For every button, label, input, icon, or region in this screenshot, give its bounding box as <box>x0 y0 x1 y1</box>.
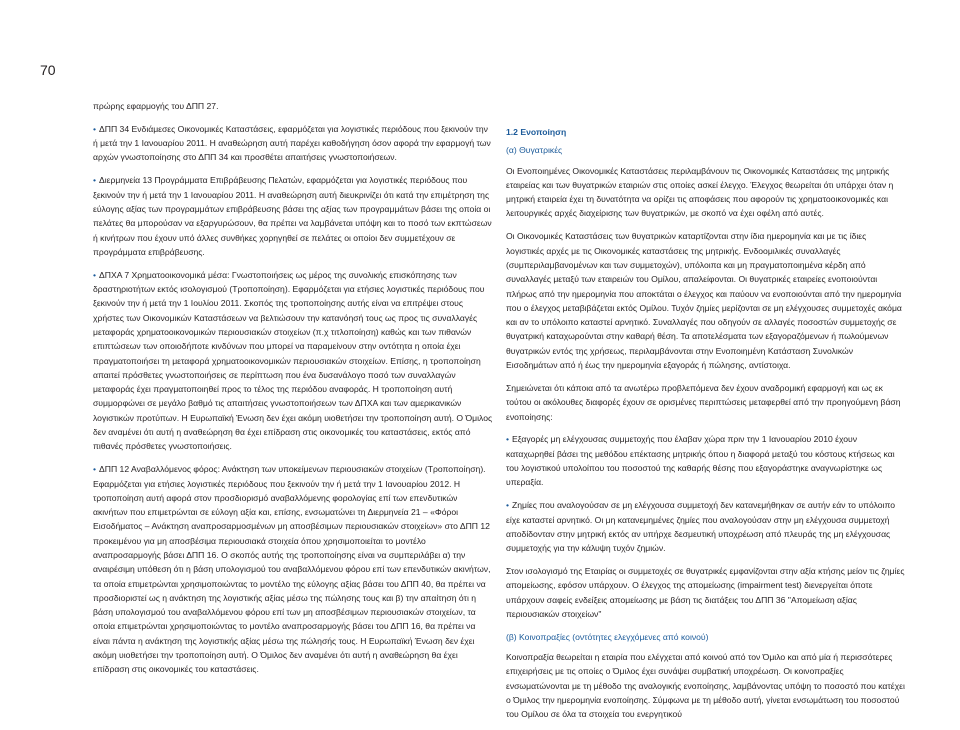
paragraph: Οι Ενοποιημένες Οικονομικές Καταστάσεις περιλαμβάνουν τις Οικονομικές Καταστάσεις της μητρικής εταιρείας και των θυγατρικών εταιριών στις οποίες ασκεί έλεγχο. Έλεγχος θεωρείται ότι υπάρχει όταν η μητρική εταιρεία έχει τη δυνατότητα να ορίζει τις αποφάσεις που αφορούν τις χρηματοοικονομικές και λειτουργικές αρχές διαχείρισης των θυγατρικών, με σκοπό να έχει οφέλη από αυτές. <box>506 165 894 219</box>
list-item-text: Εξαγορές μη ελέγχουσας συμμετοχής που έλαβαν χώρα πριν την 1 Ιανουαρίου 2010 έχουν καταχωρηθεί βάσει της μεθόδου επέκτασης μητρικής όπου η διαφορά μεταξύ του κόστους κτήσεως και του λογιστικού υπολοίπου του ποσοστού της καθαρής θέσης που εξαγοράστηκε αναγνωρίστηκε ως υπεραξία. <box>506 434 895 488</box>
paragraph: Οι Οικονομικές Καταστάσεις των θυγατρικών καταρτίζονται στην ίδια ημερομηνία και με τις ίδιες λογιστικές αρχές με τις Οικονομικές καταστάσεις της μητρικής. Ενδοομιλικές συναλλαγές (συμπεριλαμβανομένων και των συμμετοχών), υπόλοιπα και μη πραγματοποιημένα κέρδη από συναλλαγές μεταξύ των εταιρειών του Ομίλου, απαλείφονται. Οι θυγατρικές εταιρείες ενοποιούνται πλήρως από την ημερομηνία που αποκτάται ο έλεγχος και παύουν να ενοποιούνται από την ημερομηνία που ο έλεγχος μεταβιβάζεται εκτός Ομίλου. Τυχόν ζημίες μερίζονται σε μη ελέγχουσες συμμετοχές ακόμα και αν το υπόλοιπο καταστεί αρνητικό. Συναλλαγές που οδηγούν σε αλλαγές ποσοστών συμμετοχής σε θυγατρική καταχωρούνται στην καθαρή θέση. Τα αποτελέσματα των εξαγοραζόμενων ή πωλούμενων θυγατρικών εντός της χρήσεως, περιλαμβάνονται στην Ενοποιημένη Κατάσταση Συνολικών Εισοδημάτων από ή έως την ημερομηνία εξαγοράς ή πώλησης, αντίστοιχα. <box>506 231 902 371</box>
list-item <box>93 122 493 165</box>
bullet-icon: • <box>93 123 97 134</box>
bullet-icon: • <box>93 175 97 186</box>
section-title: 1.2 Ενοποίηση <box>506 127 567 137</box>
subsection-title: (α) Θυγατρικές <box>506 145 563 156</box>
right-column <box>506 125 906 730</box>
paragraph-continuation: πρώρης εφαρμογής του ΔΠΠ 27. <box>93 101 219 111</box>
paragraph: Σημειώνεται ότι κάποια από τα ανωτέρω προβλεπόμενα δεν έχουν αναδρομική εφαρμογή και ως εκ τούτου οι ακόλουθες διαφορές έχουν σε ορισμένες περιπτώσεις μεταφερθεί από την προηγούμενη βάση ενοποίησης: <box>506 382 901 422</box>
bullet-icon: • <box>93 464 97 475</box>
list-item <box>506 432 906 489</box>
list-item <box>93 462 493 676</box>
list-item <box>506 498 906 555</box>
list-item-text: Διερμηνεία 13 Προγράμματα Επιβράβευσης Πελατών, εφαρμόζεται για λογιστικές περιόδους που ξεκινούν την ή μετά την 1 Ιανουαρίου 2011. Η αναθεώρηση αυτή διευκρινίζει ότι κατά την επιμέτρηση της εύλογης αξίας των προγραμμάτων επιβράβευσης βάσει της αξίας των προγραμμάτων βάσει της οποία οι πελάτες θα μπορούσαν να εξαργυρώσουν, θα πρέπει να λαμβάνεται υπόψη και το ποσό των εκπτώσεων ή κινήτρων που έχουν υπό άλλες συνθήκες χορηγηθεί σε πελάτες οι οποίοι δεν συμμετέχουν σε προγράμματα επιβράβευσης. <box>93 175 492 257</box>
list-item <box>93 173 493 259</box>
paragraph: Κοινοπραξία θεωρείται η εταιρία που ελέγχεται από κοινού από τον Όμιλο και από μία ή περισσότερες επιχειρήσεις με τις οποίες ο Όμιλος έχει συνάψει συμβατική υποχρέωση. Οι κοινοπραξίες ενσωματώνονται με τη μέθοδο της αναλογικής ενοποίησης, λαμβάνοντας υπόψη το ποσοστό που κατέχει ο Όμιλος την ημερομηνία ενοποίησης. Σύμφωνα με τη μέθοδο αυτή, γίνεται ενσωμάτωση του ποσοστού του Ομίλου σε όλα τα στοιχεία του ενεργητικού <box>506 652 905 720</box>
list-item-text: Ζημίες που αναλογούσαν σε μη ελέγχουσα συμμετοχή δεν κατανεμήθηκαν σε αυτήν εάν το υπόλοιπο είχε καταστεί αρνητικό. Οι μη κατανεμημένες ζημίες που αναλογούσαν στην μη ελέγχουσα συμμετοχή αποδίδονταν στην μητρική εκτός αν υπήρχε δεσμευτική υποχρέωση από πλευράς της μη ελέγχουσας συμμετοχής για την κάλυψη τυχόν ζημιών. <box>506 500 896 554</box>
bullet-icon: • <box>506 434 510 445</box>
list-item-text: ΔΠΠ 12 Αναβαλλόμενος φόρος: Ανάκτηση των υποκείμενων περιουσιακών στοιχείων (Τροποποίηση). Εφαρμόζεται για ετήσιες λογιστικές περιόδους που ξεκινούν την ή μετά την 1 Ιανουαρίου 2012. Η τροποποίηση αυτή αφορά στον προσδιορισμό αναβαλλόμενης φορολογίας επί των επενδυτικών ακινήτων που επιμετρώνται σε εύλογη αξία και, επίσης, ενσωματώνει τη Διερμηνεία 21 – «Φόροι Εισοδήματος – Ανάκτηση αναπροσαρμοσμένων μη αποσβέσιμων περιουσιακών στοιχείων» στο ΔΠΠ 12 προκειμένου για μη αποσβέσιμα περιουσιακά στοιχεία όπου χρησιμοποιείται το μοντέλο αναπροσαρμογής βάσει ΔΠΠ 16. Ο σκοπός αυτής της τροποποίησης είναι να συμπεριλάβει α) την αναιρέσιμη υπόθεση ότι η βάση υπολογισμού του αναβαλλόμενου φόρου επί των επενδυτικών ακινήτων, τα οποία επιμετρώνται χρησιμοποιώντας το μοντέλο της εύλογης αξίας βάσει του ΔΠΠ 40, θα πρέπει να προσδιοριστεί ως η ανάκτηση της λογιστικής αξίας μέσω της πώλησης τους και β) την απαίτηση ότι η βάση υπολογισμού του αναβαλλόμενου φόρου επί των μη αποσβέσιμων περιουσιακών στοιχείων, τα οποία επιμετρώνται χρησιμοποιώντας το μοντέλο αναπροσαρμογής βάσει του ΔΠΠ 16, θα πρέπει να είναι πάντα η ανάκτηση της λογιστικής αξίας μέσω της πώλησής τους. Η Ευρωπαϊκή Ένωση δεν έχει ακόμη υιοθετήσει την τροποποίηση αυτή. Ο Όμιλος δεν αναμένει ότι αυτή η αναθεώρηση θα έχει επίδραση στις οικονομικές του καταστάσεις. <box>93 464 491 675</box>
left-column <box>93 99 493 685</box>
subsection-title: (β) Κοινοπραξίες (οντότητες ελεγχόμενες από κοινού) <box>506 631 709 642</box>
list-item-text: ΔΠΠ 34 Ενδιάμεσες Οικονομικές Καταστάσεις, εφαρμόζεται για λογιστικές περιόδους που ξεκινούν την ή μετά την 1 Ιανουαρίου 2011. Η αναθεώρηση αυτή παρέχει καθοδήγηση όσον αφορά την εφαρμογή των αρχών γνωστοποίησης στο ΔΠΠ 34 και προσθέτει απαιτήσεις γνωστοποιήσεων. <box>93 123 491 163</box>
bullet-icon: • <box>93 269 97 280</box>
list-item-text: ΔΠΧΑ 7 Χρηματοοικονομικά μέσα: Γνωστοποιήσεις ως μέρος της συνολικής επισκόπησης των δραστηριοτήτων εκτός ισολογισμού (Τροποποίηση). Εφαρμόζεται για ετήσιες λογιστικές περιόδους που ξεκινούν την ή μετά την 1 Ιουλίου 2011. Σκοπός της τροποποίησης αυτής είναι να επιτρέψει στους χρήστες των Οικονομικών Καταστάσεων να βελτιώσουν την κατανόησή τους ως προς τις συναλλαγές μεταφοράς χρηματοοικονομικών περιουσιακών στοιχείων (π.χ τιτλοποίηση) καθώς και των πιθανών επιπτώσεων των οποιοδήποτε κινδύνων που μπορεί να παραμείνουν στην οντότητα η οποία έχει πραγματοποιήσει τη μεταφορά χρηματοοικονομικών περιουσιακών στοιχείων. Επίσης, η τροποποίηση απαιτεί πρόσθετες γνωστοποιήσεις σε περίπτωση που ένα δυσανάλογο ποσό των συναλλαγών μεταφοράς έχει πραγματοποιηθεί προς το τέλος της περιόδου αναφοράς. Η τροποποίηση αυτή συμμορφώνει σε μεγάλο βαθμό τις απαιτήσεις γνωστοποιήσεων των ΔΠΧΑ και των αμερικανικών λογιστικών προτύπων. Η Ευρωπαϊκή Ένωση δεν έχει ακόμη υιοθετήσει την τροποποίηση αυτή. Ο Όμιλος δεν αναμένει ότι αυτή η αναθεώρηση θα έχει επίδραση στις οικονομικές του καταστάσεις, εκτός από πιθανές πρόσθετες γνωστοποιήσεις. <box>93 269 493 452</box>
bullet-icon: • <box>506 500 510 511</box>
page-number: 70 <box>40 62 56 78</box>
list-item <box>93 268 493 454</box>
paragraph: Στον ισολογισμό της Εταιρίας οι συμμετοχές σε θυγατρικές εμφανίζονται στην αξία κτήσης μείον τις ζημίες απομείωσης, εφόσον υπάρχουν. Ο έλεγχος της απομείωσης (impairment test) διενεργείται όποτε υπάρχουν σαφείς ενδείξεις απομείωσης με βάση τις διατάξεις του ΔΠΠ 36 "Απομείωση αξίας περιουσιακών στοιχείων" <box>506 565 905 619</box>
